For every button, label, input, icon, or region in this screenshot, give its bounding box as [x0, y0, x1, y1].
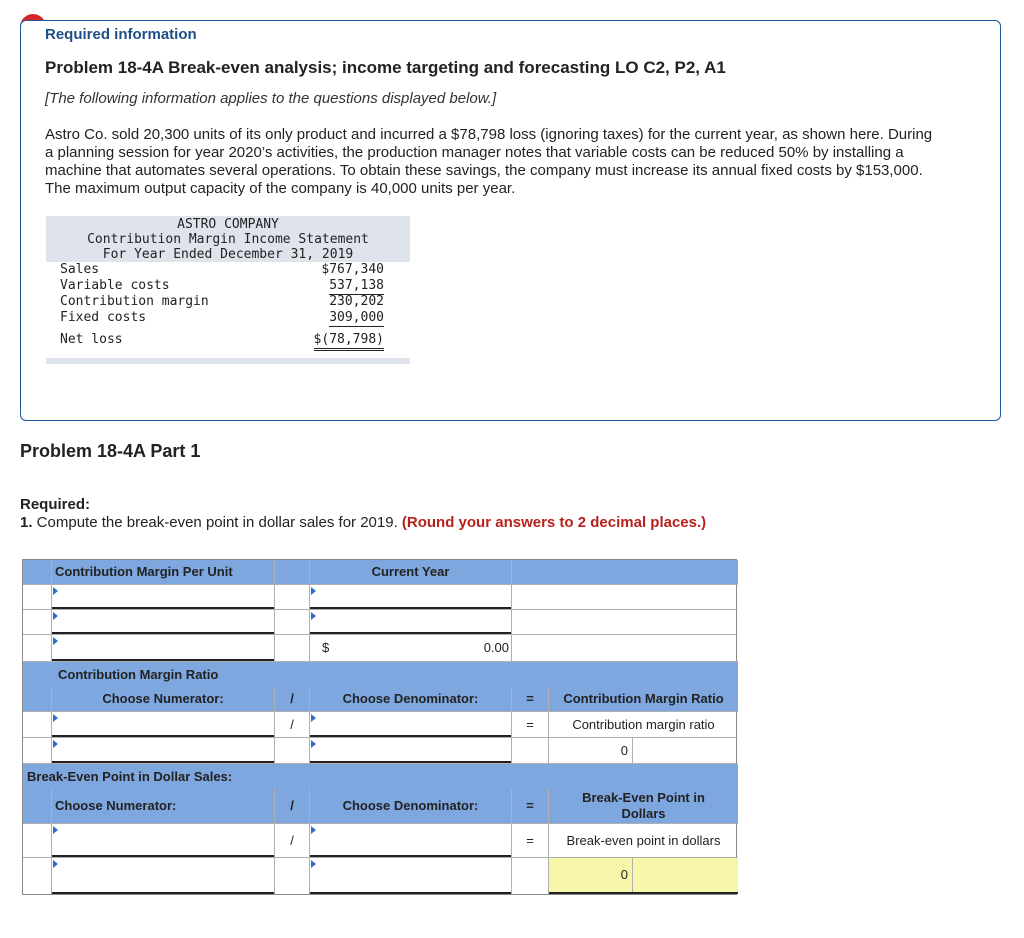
question-1	[20, 514, 706, 531]
bep-denominator-input[interactable]	[310, 824, 512, 858]
cmpu-total-cell	[310, 635, 512, 662]
question-number: 1.	[20, 514, 33, 531]
bep-title: Break-Even Point in Dollar Sales:	[23, 764, 738, 788]
statement-row-sales	[46, 262, 410, 278]
bep-result-cell	[549, 858, 738, 894]
bep-equals-sign: =	[512, 788, 549, 824]
header-blank-cell	[23, 560, 52, 585]
bep-result-header: Break-Even Point in Dollars	[549, 788, 738, 824]
cmpu-header: Contribution Margin Per Unit	[52, 560, 275, 585]
row-blank-cell	[512, 858, 549, 894]
cmr-result-label: Contribution margin ratio	[549, 712, 738, 738]
statement-company: ASTRO COMPANY	[177, 217, 279, 232]
cmpu-total-value: 0.00	[483, 640, 509, 655]
cmr-divide-sign: /	[275, 687, 310, 712]
cmpu-total-label-input[interactable]	[52, 635, 275, 662]
statement-footer	[46, 358, 410, 364]
income-statement	[46, 216, 410, 364]
bep-divide-sign: /	[275, 788, 310, 824]
problem-title: Problem 18-4A Break-even analysis; income targeting and forecasting LO C2, P2, A1	[45, 58, 726, 77]
cmpu-value-input-2[interactable]	[310, 610, 512, 635]
row-blank-cell	[512, 738, 549, 764]
cmr-numerator-input[interactable]	[52, 712, 275, 738]
statement-label: Contribution margin	[60, 294, 209, 309]
cmr-result-cell	[549, 738, 738, 764]
statement-period: For Year Ended December 31, 2019	[102, 247, 354, 262]
cmr-denominator-value-input[interactable]	[310, 738, 512, 764]
cmr-numerator-value-input[interactable]	[52, 738, 275, 764]
worksheet-grid	[22, 559, 737, 895]
statement-value: $767,340	[321, 262, 384, 277]
band-blank-cell	[23, 788, 52, 824]
statement-row-contribution-margin	[46, 294, 410, 310]
cmr-equals-sign: =	[512, 687, 549, 712]
statement-value: $(78,798)	[314, 332, 384, 351]
row-blank-cell	[275, 738, 310, 764]
row-blank-cell	[23, 712, 52, 738]
row-blank-cell	[23, 738, 52, 764]
cmr-title: Contribution Margin Ratio	[23, 662, 738, 687]
cmr-choose-numerator: Choose Numerator:	[52, 687, 275, 712]
bep-result-label: Break-even point in dollars	[549, 824, 738, 858]
row-blank-cell	[23, 858, 52, 894]
row-blank-cell	[23, 635, 52, 662]
band-blank-cell	[23, 687, 52, 712]
header-blank-cell	[275, 560, 310, 585]
statement-value: 537,138	[329, 278, 384, 293]
required-information-label: Required information	[45, 26, 197, 43]
statement-title: Contribution Margin Income Statement	[87, 232, 369, 247]
statement-label: Sales	[60, 262, 100, 277]
question-text: Compute the break-even point in dollar sales for 2019.	[32, 514, 402, 531]
bep-choose-denominator: Choose Denominator:	[310, 788, 512, 824]
cmr-result-value: 0	[549, 738, 633, 763]
row-blank-cell	[275, 858, 310, 894]
row-blank-cell	[23, 585, 52, 610]
cmpu-value-input-1[interactable]	[310, 585, 512, 610]
cmr-divide-sign-row: /	[275, 712, 310, 738]
cmpu-label-input-1[interactable]	[52, 585, 275, 610]
row-blank-cell	[275, 585, 310, 610]
cmr-equals-sign-row: =	[512, 712, 549, 738]
statement-value: 309,000	[329, 310, 384, 325]
bep-numerator-value-input[interactable]	[52, 858, 275, 894]
rounding-instruction: (Round your answers to 2 decimal places.)	[401, 514, 707, 531]
cmpu-label-input-2[interactable]	[52, 610, 275, 635]
row-blank-cell	[512, 610, 738, 635]
row-blank-cell	[275, 635, 310, 662]
problem-note: [The following information applies to the questions displayed below.]	[45, 90, 497, 107]
row-blank-cell	[512, 635, 738, 662]
problem-paragraph: Astro Co. sold 20,300 units of its only product and incurred a $78,798 loss (ignoring taxes) for the current year, as shown here. During a planning session for year 2020’s activities, the production manager notes that variable costs can be reduced 50% by installing a machine that automates several operations. To obtain these savings, the company must increase its annual fixed costs by $153,000. The maximum output capacity of the company is 40,000 units per year.	[45, 126, 933, 197]
cmr-choose-denominator: Choose Denominator:	[310, 687, 512, 712]
cmr-denominator-input[interactable]	[310, 712, 512, 738]
row-blank-cell	[23, 610, 52, 635]
bep-denominator-value-input[interactable]	[310, 858, 512, 894]
bep-result-value: 0	[549, 858, 633, 892]
statement-row-variable-costs	[46, 278, 410, 294]
bep-numerator-input[interactable]	[52, 824, 275, 858]
required-label: Required:	[20, 496, 91, 513]
current-year-header: Current Year	[310, 560, 512, 585]
statement-row-net-loss	[46, 332, 410, 348]
row-blank-cell	[512, 585, 738, 610]
statement-value: 230,202	[329, 294, 384, 309]
bep-choose-numerator: Choose Numerator:	[52, 788, 275, 824]
row-blank-cell	[23, 824, 52, 858]
statement-label: Variable costs	[60, 278, 170, 293]
statement-header	[46, 216, 410, 262]
statement-label: Fixed costs	[60, 310, 147, 325]
cmr-result-header: Contribution Margin Ratio	[549, 687, 738, 712]
row-blank-cell	[275, 610, 310, 635]
bep-divide-sign-row: /	[275, 824, 310, 858]
statement-label: Net loss	[60, 332, 123, 347]
header-blank-cell	[512, 560, 738, 585]
part-title: Problem 18-4A Part 1	[20, 441, 201, 461]
dollar-sign: $	[322, 640, 330, 655]
statement-row-fixed-costs	[46, 310, 410, 326]
bep-equals-sign-row: =	[512, 824, 549, 858]
